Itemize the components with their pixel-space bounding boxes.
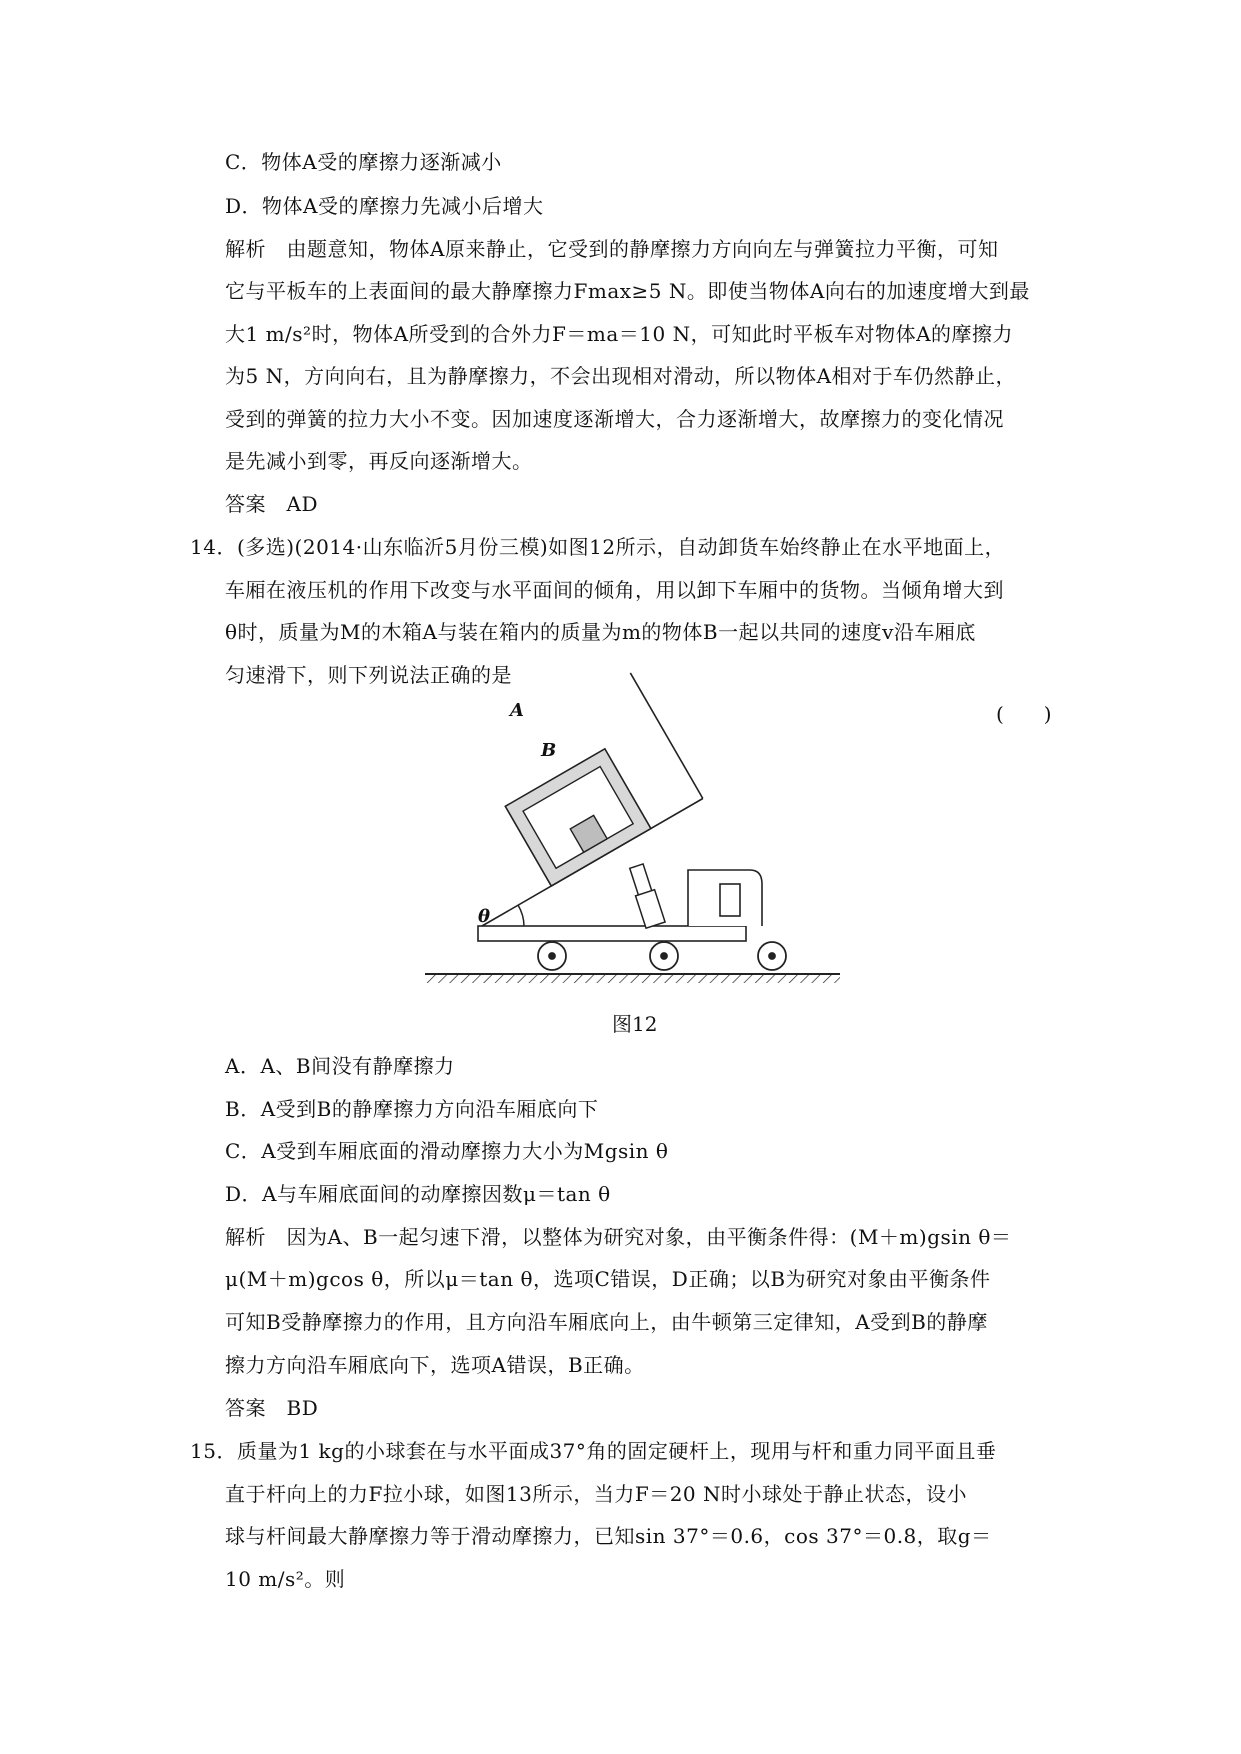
q14-stem-line: 14．(多选)(2014·山东临沂5月份三模)如图12所示，自动卸货车始终静止在水平地面上， — [190, 535, 1006, 559]
ground-hatch — [425, 974, 840, 983]
q14-stem-line: 车厢在液压机的作用下改变与水平面间的倾角，用以卸下车厢中的货物。当倾角增大到 — [225, 578, 1004, 602]
label-theta: θ — [478, 906, 491, 927]
label-a: A — [510, 700, 524, 721]
q14-option-b: B．A受到B的静摩擦力方向沿车厢底向下 — [225, 1097, 599, 1121]
q13-analysis-line: 解析 由题意知，物体A原来静止，它受到的静摩擦力方向向左与弹簧拉力平衡，可知 — [225, 237, 999, 261]
q14-option-a: A．A、B间没有静摩擦力 — [225, 1054, 455, 1078]
wheel — [538, 942, 566, 970]
q13-answer: 答案 AD — [225, 492, 318, 516]
label-b: B — [541, 740, 557, 761]
q14-analysis-line: 擦力方向沿车厢底向下，选项A错误，B正确。 — [225, 1353, 645, 1377]
answer-bracket: ( ) — [996, 702, 1052, 726]
q13-analysis-line: 为5 N，方向向右，且为静摩擦力，不会出现相对滑动，所以物体A相对于车仍然静止， — [225, 364, 1017, 388]
figure-12-dump-truck — [420, 700, 860, 1002]
q14-stem-line: θ时，质量为M的木箱A与装在箱内的质量为m的物体B一起以共同的速度v沿车厢底 — [225, 620, 976, 644]
figure-caption: 图12 — [612, 1012, 658, 1036]
truck-bed-tailboard — [630, 673, 703, 799]
q14-option-c: C．A受到车厢底面的滑动摩擦力大小为Mgsin θ — [225, 1139, 669, 1163]
q13-analysis-line: 受到的弹簧的拉力大小不变。因加速度逐渐增大，合力逐渐增大，故摩擦力的变化情况 — [225, 407, 1004, 431]
q13-analysis-line: 大1 m/s²时，物体A所受到的合外力F＝ma＝10 N，可知此时平板车对物体A的摩擦力 — [225, 322, 1014, 346]
q15-stem-line: 直于杆向上的力F拉小球，如图13所示，当力F＝20 N时小球处于静止状态，设小 — [225, 1482, 968, 1506]
q14-analysis-line: μ(M＋m)gcos θ，所以μ＝tan θ，选项C错误，D正确；以B为研究对象由平衡条件 — [225, 1267, 991, 1291]
q13-option-d: D．物体A受的摩擦力先减小后增大 — [225, 194, 544, 218]
q14-option-d: D．A与车厢底面间的动摩擦因数μ＝tan θ — [225, 1182, 611, 1206]
q15-stem-line: 球与杆间最大静摩擦力等于滑动摩擦力，已知sin 37°＝0.6，cos 37°＝0.8，取g＝ — [225, 1524, 992, 1548]
cab-window — [720, 884, 740, 916]
q13-option-c: C．物体A受的摩擦力逐渐减小 — [225, 150, 502, 174]
q14-analysis-line: 可知B受静摩擦力的作用，且方向沿车厢底向上，由牛顿第三定律知，A受到B的静摩 — [225, 1310, 988, 1334]
q13-analysis-line: 它与平板车的上表面间的最大静摩擦力Fmax≥5 N。即使当物体A向右的加速度增大到最 — [225, 279, 1030, 303]
truck-chassis — [478, 926, 746, 941]
wheel — [650, 942, 678, 970]
q13-analysis-line: 是先减小到零，再反向逐渐增大。 — [225, 449, 533, 473]
q14-answer: 答案 BD — [225, 1396, 319, 1420]
q15-stem-line: 10 m/s²。则 — [225, 1567, 346, 1591]
q14-analysis-line: 解析 因为A、B一起匀速下滑，以整体为研究对象，由平衡条件得：(M＋m)gsin θ＝ — [225, 1225, 1012, 1249]
theta-arc — [518, 905, 524, 926]
q15-stem-line: 15．质量为1 kg的小球套在与水平面成37°角的固定硬杆上，现用与杆和重力同平面且垂 — [190, 1439, 997, 1463]
q14-stem-line: 匀速滑下，则下列说法正确的是 — [225, 663, 512, 687]
hydraulic-cylinder — [627, 863, 665, 928]
wheel — [758, 942, 786, 970]
